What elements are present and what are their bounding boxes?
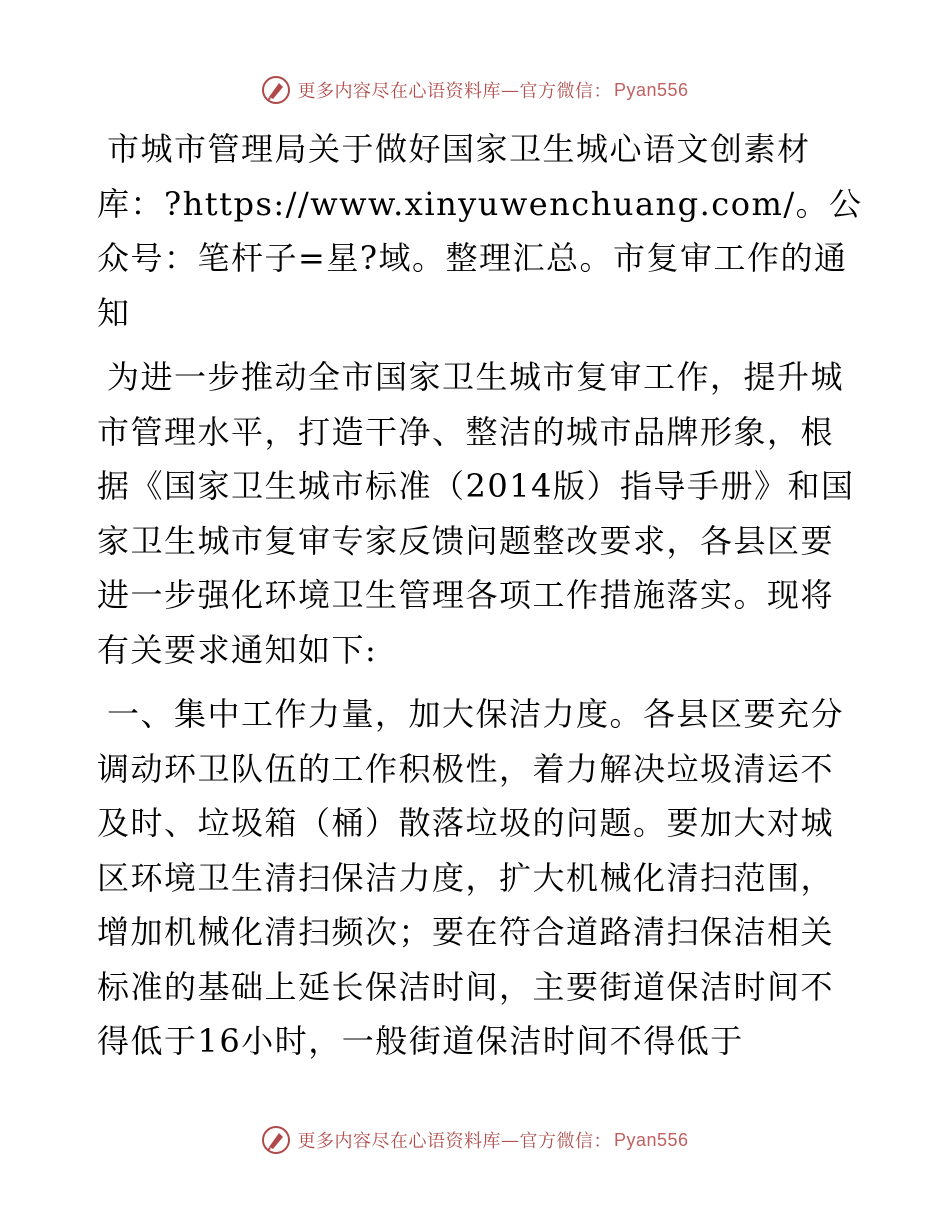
section-one-paragraph: 一、集中工作力量，加大保洁力度。各县区要充分调动环卫队伍的工作积极性，着力解决垃圾清运不及时、垃圾箱（桶）散落垃圾的问题。要加大对城区环境卫生清扫保洁力度，扩大机械化清扫范围，增加机械化清扫频次；要在符合道路清扫保洁相关标准的基础上延长保洁时间，主要街道保洁时间不得低于16小时，一般街道保洁时间不得低于 (97, 695, 845, 1060)
watermark-separator: — (500, 1129, 520, 1151)
pen-nib-logo-icon (261, 1125, 291, 1155)
watermark-id: Pyan556 (613, 1129, 689, 1150)
header-watermark (0, 70, 950, 110)
watermark-label: 官方微信： (519, 1131, 612, 1152)
watermark-label: 官方微信： (519, 81, 612, 102)
pen-nib-logo-icon (261, 75, 291, 105)
intro-paragraph: 为进一步推动全市国家卫生城市复审工作，提升城市管理水平，打造干净、整洁的城市品牌形象，根据《国家卫生城市标准（2014版）指导手册》和国家卫生城市复审专家反馈问题整改要求，各县区要进一步强化环境卫生管理各项工作措施落实。现将有关要求通知如下: (97, 358, 855, 669)
document-body (97, 122, 867, 1069)
watermark-id: Pyan556 (613, 79, 689, 100)
document-title-paragraph: 市城市管理局关于做好国家卫生城心语文创素材库：?https://www.xinyuwenchuang.com/。公众号：笔杆子=星?域。整理汇总。市复审工作的通知 (97, 130, 863, 332)
watermark-main-text: 更多内容尽在心语资料库 (297, 1131, 501, 1152)
watermark-main-text: 更多内容尽在心语资料库 (297, 81, 501, 102)
watermark-separator: — (500, 79, 520, 101)
footer-watermark (0, 1120, 950, 1160)
